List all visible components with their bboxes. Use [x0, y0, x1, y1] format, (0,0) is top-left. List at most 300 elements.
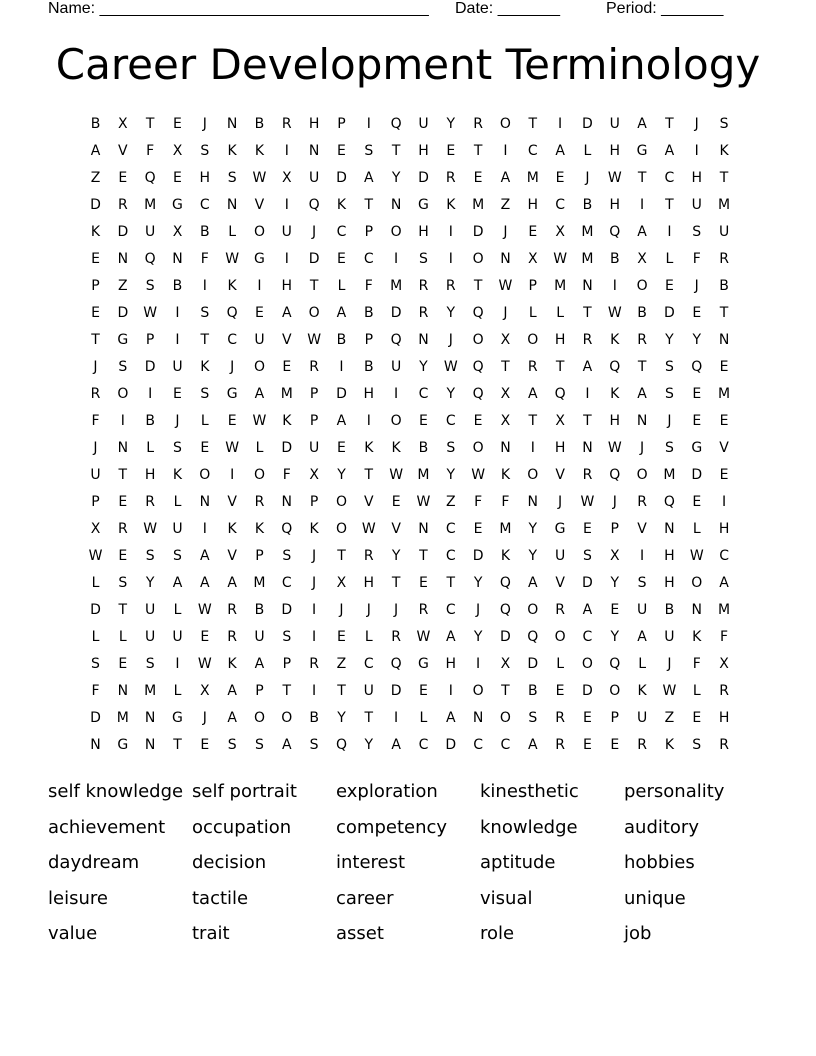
grid-letter[interactable]: W — [443, 359, 458, 375]
grid-letter[interactable]: I — [503, 143, 508, 159]
grid-letter[interactable]: C — [363, 656, 374, 672]
grid-letter[interactable]: E — [664, 278, 674, 294]
grid-letter[interactable]: S — [419, 251, 428, 267]
grid-letter[interactable]: U — [363, 683, 374, 699]
grid-letter[interactable]: S — [200, 143, 210, 159]
grid-letter[interactable]: E — [419, 413, 428, 429]
grid-letter[interactable]: H — [609, 197, 621, 213]
grid-letter[interactable]: N — [390, 197, 402, 213]
grid-letter[interactable]: A — [200, 548, 210, 564]
grid-letter[interactable]: L — [337, 278, 346, 294]
grid-letter[interactable]: N — [144, 737, 156, 753]
grid-letter[interactable]: D — [664, 305, 675, 321]
grid-letter[interactable]: R — [445, 170, 456, 186]
grid-letter[interactable]: T — [473, 278, 483, 294]
grid-letter[interactable]: R — [527, 359, 538, 375]
grid-letter[interactable]: W — [662, 683, 677, 699]
grid-letter[interactable]: V — [391, 521, 401, 537]
grid-letter[interactable]: E — [200, 440, 210, 456]
grid-letter[interactable]: E — [419, 575, 428, 591]
grid-letter[interactable]: E — [173, 170, 182, 186]
grid-letter[interactable]: X — [500, 413, 511, 429]
grid-letter[interactable]: C — [719, 548, 729, 564]
grid-letter[interactable]: Y — [446, 116, 456, 132]
grid-letter[interactable]: W — [607, 170, 622, 186]
grid-letter[interactable]: M — [554, 278, 567, 294]
grid-letter[interactable]: M — [390, 278, 403, 294]
grid-letter[interactable]: E — [610, 737, 620, 753]
grid-letter[interactable]: I — [120, 413, 125, 429]
grid-letter[interactable]: L — [556, 305, 565, 321]
grid-letter[interactable]: C — [445, 521, 456, 537]
grid-letter[interactable]: K — [227, 656, 237, 672]
grid-letter[interactable]: M — [253, 575, 266, 591]
grid-letter[interactable]: N — [527, 494, 538, 510]
grid-letter[interactable]: S — [282, 548, 292, 564]
grid-letter[interactable]: U — [172, 359, 183, 375]
grid-letter[interactable]: B — [200, 224, 210, 240]
grid-letter[interactable]: A — [527, 737, 538, 753]
grid-letter[interactable]: E — [692, 305, 702, 321]
grid-letter[interactable]: I — [640, 548, 645, 564]
grid-letter[interactable]: F — [501, 494, 510, 510]
grid-letter[interactable]: V — [719, 440, 729, 456]
grid-letter[interactable]: H — [199, 170, 211, 186]
grid-letter[interactable]: Q — [554, 386, 566, 402]
grid-letter[interactable]: P — [91, 494, 100, 510]
grid-letter[interactable]: A — [364, 170, 374, 186]
grid-letter[interactable]: Y — [446, 386, 456, 402]
grid-letter[interactable]: C — [418, 737, 429, 753]
grid-letter[interactable]: G — [636, 143, 648, 159]
grid-letter[interactable]: L — [173, 683, 182, 699]
grid-letter[interactable]: V — [637, 521, 647, 537]
grid-letter[interactable]: D — [308, 251, 320, 267]
grid-letter[interactable]: S — [200, 386, 210, 402]
grid-letter[interactable]: F — [474, 494, 483, 510]
grid-letter[interactable]: E — [200, 629, 210, 645]
grid-letter[interactable]: U — [281, 224, 292, 240]
grid-letter[interactable]: O — [554, 629, 566, 645]
grid-letter[interactable]: E — [118, 548, 128, 564]
grid-letter[interactable]: U — [609, 116, 620, 132]
grid-letter[interactable]: Y — [610, 629, 620, 645]
grid-letter[interactable]: O — [253, 224, 265, 240]
grid-letter[interactable]: E — [555, 170, 565, 186]
grid-letter[interactable]: H — [664, 575, 675, 591]
grid-letter[interactable]: R — [473, 116, 483, 132]
grid-letter[interactable]: N — [281, 494, 293, 510]
grid-letter[interactable]: Y — [145, 575, 155, 591]
grid-letter[interactable]: S — [227, 170, 237, 186]
grid-letter[interactable]: L — [228, 224, 237, 240]
grid-letter[interactable]: W — [607, 440, 622, 456]
grid-letter[interactable]: R — [418, 278, 429, 294]
grid-letter[interactable]: Q — [144, 251, 156, 267]
grid-letter[interactable]: Q — [472, 305, 484, 321]
grid-letter[interactable]: N — [308, 143, 320, 159]
grid-letter[interactable]: A — [227, 710, 237, 726]
grid-letter[interactable]: A — [172, 575, 183, 591]
period-field[interactable]: Period: _______ — [606, 0, 724, 17]
grid-letter[interactable]: T — [719, 170, 729, 186]
grid-letter[interactable]: P — [610, 521, 619, 537]
grid-letter[interactable]: B — [363, 305, 374, 321]
grid-letter[interactable]: I — [175, 656, 180, 672]
grid-letter[interactable]: F — [720, 629, 729, 645]
grid-letter[interactable]: A — [637, 629, 647, 645]
grid-letter[interactable]: L — [364, 629, 373, 645]
grid-letter[interactable]: E — [337, 143, 346, 159]
grid-letter[interactable]: A — [227, 575, 237, 591]
grid-letter[interactable]: J — [612, 494, 617, 510]
grid-letter[interactable]: X — [336, 575, 347, 591]
grid-letter[interactable]: N — [691, 602, 702, 618]
grid-letter[interactable]: T — [528, 116, 538, 132]
grid-letter[interactable]: C — [500, 737, 511, 753]
grid-letter[interactable]: Z — [445, 494, 456, 510]
grid-letter[interactable]: M — [417, 467, 430, 483]
grid-letter[interactable]: A — [637, 224, 647, 240]
grid-letter[interactable]: H — [527, 197, 539, 213]
grid-letter[interactable]: C — [418, 386, 429, 402]
grid-letter[interactable]: B — [637, 305, 647, 321]
grid-letter[interactable]: M — [581, 224, 594, 240]
grid-letter[interactable]: T — [118, 467, 128, 483]
grid-letter[interactable]: G — [554, 521, 566, 537]
grid-letter[interactable]: I — [312, 683, 317, 699]
grid-letter[interactable]: X — [500, 386, 511, 402]
grid-letter[interactable]: S — [173, 440, 182, 456]
grid-letter[interactable]: X — [172, 143, 183, 159]
grid-letter[interactable]: L — [91, 575, 100, 591]
grid-letter[interactable]: B — [719, 278, 729, 294]
grid-letter[interactable]: U — [391, 359, 402, 375]
grid-letter[interactable]: N — [90, 737, 101, 753]
grid-letter[interactable]: W — [197, 602, 212, 618]
grid-letter[interactable]: Q — [527, 629, 539, 645]
grid-letter[interactable]: K — [200, 359, 210, 375]
grid-letter[interactable]: J — [667, 656, 672, 672]
grid-letter[interactable]: X — [637, 251, 647, 267]
grid-letter[interactable]: M — [718, 386, 731, 402]
grid-letter[interactable]: X — [282, 170, 292, 186]
grid-letter[interactable]: W — [471, 467, 486, 483]
grid-letter[interactable]: R — [719, 683, 729, 699]
grid-letter[interactable]: B — [90, 116, 101, 132]
grid-letter[interactable]: F — [91, 413, 100, 429]
grid-letter[interactable]: E — [227, 413, 237, 429]
grid-letter[interactable]: O — [527, 332, 539, 348]
grid-letter[interactable]: Y — [419, 359, 428, 375]
grid-letter[interactable]: O — [581, 656, 593, 672]
grid-letter[interactable]: Q — [499, 602, 511, 618]
grid-letter[interactable]: Z — [336, 656, 347, 672]
grid-letter[interactable]: S — [145, 656, 155, 672]
grid-letter[interactable]: O — [527, 467, 539, 483]
grid-letter[interactable]: L — [692, 683, 701, 699]
grid-letter[interactable]: A — [664, 143, 675, 159]
grid-letter[interactable]: B — [336, 332, 347, 348]
grid-letter[interactable]: W — [252, 170, 267, 186]
grid-letter[interactable]: Z — [500, 197, 511, 213]
grid-letter[interactable]: Q — [335, 737, 347, 753]
grid-letter[interactable]: E — [173, 386, 182, 402]
grid-letter[interactable]: H — [363, 386, 375, 402]
grid-letter[interactable]: J — [339, 602, 344, 618]
grid-letter[interactable]: O — [636, 467, 648, 483]
date-field[interactable]: Date: _______ — [455, 0, 560, 17]
grid-letter[interactable]: H — [144, 467, 156, 483]
grid-letter[interactable]: A — [582, 359, 593, 375]
grid-letter[interactable]: D — [390, 683, 402, 699]
grid-letter[interactable]: N — [144, 710, 156, 726]
grid-letter[interactable]: I — [284, 143, 289, 159]
grid-letter[interactable]: I — [722, 494, 727, 510]
grid-letter[interactable]: E — [692, 494, 702, 510]
grid-letter[interactable]: L — [638, 656, 646, 672]
grid-letter[interactable]: X — [719, 656, 729, 672]
grid-letter[interactable]: N — [172, 251, 183, 267]
grid-letter[interactable]: Y — [528, 521, 538, 537]
grid-letter[interactable]: O — [691, 575, 703, 591]
grid-letter[interactable]: X — [500, 332, 511, 348]
grid-letter[interactable]: Q — [609, 224, 621, 240]
grid-letter[interactable]: X — [309, 467, 319, 483]
grid-letter[interactable]: V — [118, 143, 128, 159]
grid-letter[interactable]: I — [448, 683, 453, 699]
grid-letter[interactable]: E — [692, 710, 702, 726]
grid-letter[interactable]: E — [528, 224, 538, 240]
grid-letter[interactable]: T — [364, 467, 374, 483]
grid-letter[interactable]: Y — [692, 332, 702, 348]
grid-letter[interactable]: K — [227, 521, 237, 537]
grid-letter[interactable]: D — [336, 170, 347, 186]
grid-letter[interactable]: J — [366, 602, 371, 618]
grid-letter[interactable]: M — [116, 710, 129, 726]
grid-letter[interactable]: O — [335, 521, 347, 537]
grid-letter[interactable]: N — [500, 251, 511, 267]
grid-letter[interactable]: O — [390, 224, 402, 240]
grid-letter[interactable]: O — [472, 683, 484, 699]
grid-letter[interactable]: S — [692, 224, 702, 240]
grid-letter[interactable]: Q — [390, 116, 402, 132]
grid-letter[interactable]: Y — [473, 629, 483, 645]
grid-letter[interactable]: B — [527, 683, 538, 699]
grid-letter[interactable]: O — [636, 278, 648, 294]
grid-letter[interactable]: E — [419, 683, 428, 699]
grid-letter[interactable]: S — [173, 548, 182, 564]
grid-letter[interactable]: R — [582, 467, 593, 483]
grid-letter[interactable]: A — [200, 575, 210, 591]
grid-letter[interactable]: E — [200, 737, 210, 753]
grid-letter[interactable]: E — [391, 494, 401, 510]
grid-letter[interactable]: V — [555, 575, 565, 591]
grid-letter[interactable]: A — [527, 575, 538, 591]
grid-letter[interactable]: U — [636, 710, 648, 726]
grid-letter[interactable]: W — [498, 278, 513, 294]
grid-letter[interactable]: Q — [390, 656, 402, 672]
grid-letter[interactable]: N — [117, 683, 129, 699]
grid-letter[interactable]: O — [472, 440, 484, 456]
grid-letter[interactable]: O — [472, 251, 484, 267]
grid-letter[interactable]: J — [93, 359, 98, 375]
grid-letter[interactable]: D — [472, 224, 484, 240]
grid-letter[interactable]: O — [609, 683, 621, 699]
grid-letter[interactable]: P — [309, 386, 319, 402]
grid-letter[interactable]: Q — [281, 521, 293, 537]
grid-letter[interactable]: X — [555, 413, 565, 429]
grid-letter[interactable]: X — [200, 683, 210, 699]
grid-letter[interactable]: E — [692, 413, 702, 429]
grid-letter[interactable]: A — [719, 575, 729, 591]
grid-letter[interactable]: N — [117, 440, 129, 456]
grid-letter[interactable]: R — [281, 116, 292, 132]
grid-letter[interactable]: S — [145, 278, 155, 294]
grid-letter[interactable]: X — [118, 116, 128, 132]
grid-letter[interactable]: D — [390, 305, 402, 321]
grid-letter[interactable]: I — [394, 710, 399, 726]
grid-letter[interactable]: P — [528, 278, 537, 294]
grid-letter[interactable]: M — [499, 521, 512, 537]
grid-letter[interactable]: L — [255, 440, 264, 456]
grid-letter[interactable]: E — [692, 386, 702, 402]
grid-letter[interactable]: J — [394, 602, 399, 618]
grid-letter[interactable]: N — [418, 332, 429, 348]
grid-letter[interactable]: F — [692, 251, 701, 267]
grid-letter[interactable]: T — [637, 170, 647, 186]
grid-letter[interactable]: W — [252, 413, 267, 429]
grid-letter[interactable]: L — [173, 602, 182, 618]
grid-letter[interactable]: A — [445, 629, 456, 645]
grid-letter[interactable]: S — [282, 629, 292, 645]
grid-letter[interactable]: C — [555, 197, 565, 213]
grid-letter[interactable]: S — [118, 575, 128, 591]
grid-letter[interactable]: V — [227, 494, 237, 510]
grid-letter[interactable]: L — [692, 521, 701, 537]
grid-letter[interactable]: E — [118, 494, 128, 510]
grid-letter[interactable]: J — [694, 278, 699, 294]
grid-letter[interactable]: K — [610, 386, 620, 402]
grid-letter[interactable]: R — [719, 737, 729, 753]
name-field[interactable]: Name: _____________________________________ — [48, 0, 429, 17]
grid-letter[interactable]: K — [90, 224, 101, 240]
grid-letter[interactable]: D — [281, 440, 293, 456]
grid-letter[interactable]: H — [664, 548, 675, 564]
grid-letter[interactable]: D — [472, 548, 484, 564]
grid-letter[interactable]: N — [418, 521, 429, 537]
grid-letter[interactable]: T — [583, 305, 592, 321]
grid-letter[interactable]: R — [637, 332, 647, 348]
grid-letter[interactable]: Q — [390, 332, 402, 348]
grid-letter[interactable]: O — [308, 305, 320, 321]
grid-letter[interactable]: S — [118, 359, 128, 375]
grid-letter[interactable]: K — [664, 737, 675, 753]
grid-letter[interactable]: U — [254, 332, 265, 348]
grid-letter[interactable]: S — [309, 737, 319, 753]
grid-letter[interactable]: Y — [446, 305, 456, 321]
grid-letter[interactable]: T — [391, 143, 401, 159]
grid-letter[interactable]: I — [284, 197, 289, 213]
grid-letter[interactable]: W — [416, 629, 431, 645]
grid-letter[interactable]: W — [361, 521, 376, 537]
grid-letter[interactable]: R — [227, 602, 237, 618]
grid-letter[interactable]: T — [200, 332, 210, 348]
grid-letter[interactable]: M — [280, 386, 293, 402]
grid-letter[interactable]: P — [309, 494, 319, 510]
grid-letter[interactable]: E — [719, 359, 729, 375]
grid-letter[interactable]: J — [667, 413, 672, 429]
grid-letter[interactable]: Y — [364, 737, 374, 753]
grid-letter[interactable]: M — [718, 197, 731, 213]
grid-letter[interactable]: H — [445, 656, 457, 672]
grid-letter[interactable]: F — [91, 683, 100, 699]
grid-letter[interactable]: H — [418, 224, 429, 240]
grid-letter[interactable]: U — [309, 440, 320, 456]
grid-letter[interactable]: O — [527, 602, 539, 618]
grid-letter[interactable]: Q — [144, 170, 156, 186]
grid-letter[interactable]: K — [391, 440, 401, 456]
grid-letter[interactable]: U — [254, 629, 265, 645]
grid-letter[interactable]: S — [145, 548, 155, 564]
grid-letter[interactable]: B — [418, 440, 429, 456]
grid-letter[interactable]: R — [90, 386, 101, 402]
grid-letter[interactable]: T — [446, 575, 456, 591]
grid-letter[interactable]: W — [225, 440, 240, 456]
grid-letter[interactable]: U — [145, 224, 156, 240]
grid-letter[interactable]: W — [143, 521, 158, 537]
grid-letter[interactable]: P — [309, 413, 319, 429]
grid-letter[interactable]: I — [175, 332, 180, 348]
grid-letter[interactable]: H — [554, 332, 566, 348]
grid-letter[interactable]: V — [364, 494, 374, 510]
grid-letter[interactable]: C — [199, 197, 210, 213]
grid-letter[interactable]: U — [145, 602, 156, 618]
grid-letter[interactable]: P — [91, 278, 100, 294]
grid-letter[interactable]: X — [609, 548, 620, 564]
grid-letter[interactable]: Y — [337, 467, 346, 483]
grid-letter[interactable]: I — [585, 386, 590, 402]
grid-letter[interactable]: T — [501, 683, 510, 699]
grid-letter[interactable]: J — [312, 548, 317, 564]
grid-letter[interactable]: I — [175, 305, 180, 321]
grid-letter[interactable]: J — [476, 602, 481, 618]
grid-letter[interactable]: V — [254, 197, 265, 213]
grid-letter[interactable]: A — [500, 170, 511, 186]
grid-letter[interactable]: D — [500, 629, 511, 645]
grid-letter[interactable]: K — [364, 440, 374, 456]
grid-letter[interactable]: K — [637, 683, 647, 699]
grid-letter[interactable]: K — [282, 413, 292, 429]
grid-letter[interactable]: O — [281, 710, 293, 726]
grid-letter[interactable]: D — [90, 602, 101, 618]
grid-letter[interactable]: J — [503, 305, 508, 321]
grid-letter[interactable]: O — [499, 710, 511, 726]
grid-letter[interactable]: Q — [609, 467, 621, 483]
grid-letter[interactable]: A — [282, 737, 292, 753]
grid-letter[interactable]: C — [445, 413, 456, 429]
grid-letter[interactable]: T — [364, 710, 374, 726]
grid-letter[interactable]: R — [555, 710, 565, 726]
grid-letter[interactable]: R — [145, 494, 156, 510]
grid-letter[interactable]: E — [583, 521, 592, 537]
grid-letter[interactable]: R — [582, 332, 593, 348]
grid-letter[interactable]: U — [145, 629, 156, 645]
grid-letter[interactable]: U — [554, 548, 566, 564]
grid-letter[interactable]: W — [225, 251, 240, 267]
grid-letter[interactable]: I — [667, 224, 672, 240]
grid-letter[interactable]: I — [257, 278, 262, 294]
